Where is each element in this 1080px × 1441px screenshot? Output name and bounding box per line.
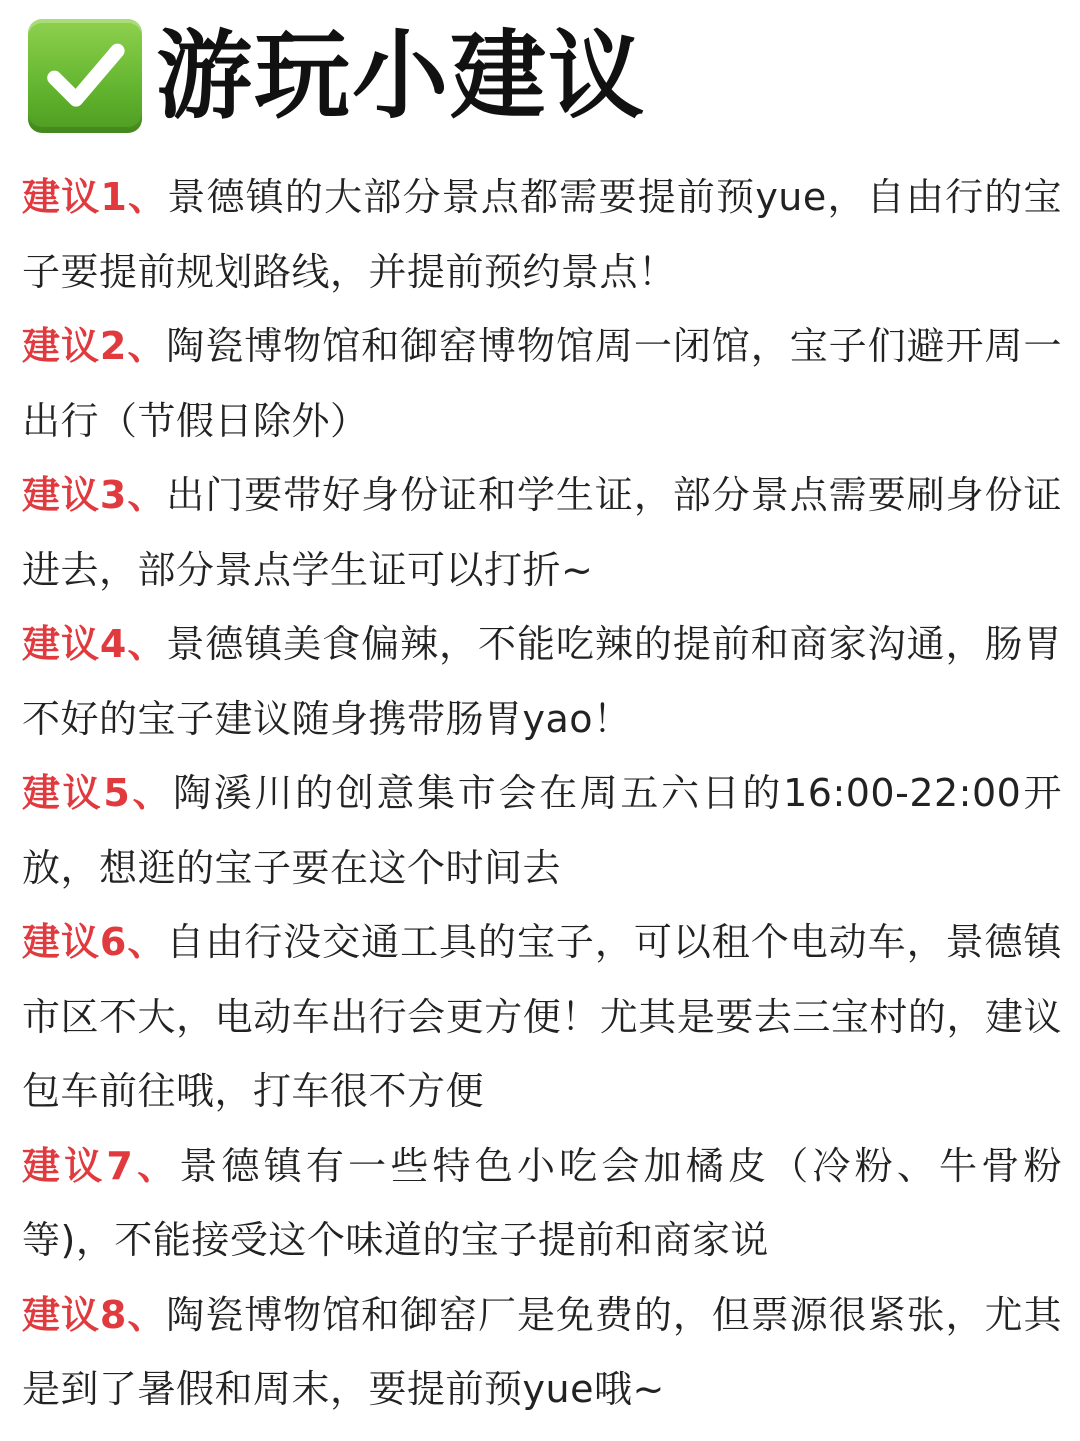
check-mark-glyph <box>40 31 130 121</box>
tip-item <box>22 905 1062 1129</box>
tip-label: 建议5、 <box>22 771 174 815</box>
tip-item <box>22 1278 1062 1427</box>
tip-text: 景德镇有一些特色小吃会加橘皮（冷粉、牛骨粉等)，不能接受这个味道的宝子提前和商家说 <box>22 1143 1062 1262</box>
tip-label: 建议1、 <box>22 175 168 219</box>
tip-label: 建议7、 <box>22 1143 180 1188</box>
tip-label: 建议3、 <box>22 473 167 517</box>
tip-item <box>22 309 1062 458</box>
header <box>28 14 1062 138</box>
tip-label: 建议4、 <box>22 622 167 666</box>
check-mark-icon <box>28 19 142 133</box>
tip-text: 陶瓷博物馆和御窑博物馆周一闭馆，宝子们避开周一出行（节假日除外） <box>22 324 1062 443</box>
page-title: 游玩小建议 <box>156 20 646 132</box>
tip-text: 景德镇的大部分景点都需要提前预yue，自由行的宝子要提前规划路线，并提前预约景点！ <box>22 175 1062 294</box>
tips-list <box>22 160 1062 1427</box>
tip-label: 建议8、 <box>22 1292 167 1337</box>
tip-label: 建议6、 <box>22 920 167 964</box>
tip-item <box>22 160 1062 309</box>
tip-text: 自由行没交通工具的宝子，可以租个电动车，景德镇市区不大，电动车出行会更方便！尤其是要去三宝村的，建议包车前往哦，打车很不方便 <box>22 920 1062 1113</box>
tip-text: 出门要带好身份证和学生证，部分景点需要刷身份证进去，部分景点学生证可以打折~ <box>22 473 1062 592</box>
tip-text: 陶溪川的创意集市会在周五六日的16:00-22:00开放，想逛的宝子要在这个时间去 <box>22 771 1062 890</box>
tip-text: 景德镇美食偏辣，不能吃辣的提前和商家沟通，肠胃不好的宝子建议随身携带肠胃yao！ <box>22 622 1062 741</box>
tip-text: 陶瓷博物馆和御窑厂是免费的，但票源很紧张，尤其是到了暑假和周末，要提前预yue哦~ <box>22 1292 1062 1411</box>
tip-label: 建议2、 <box>22 324 167 368</box>
tip-item <box>22 756 1062 905</box>
tip-item <box>22 1129 1062 1278</box>
tip-item <box>22 607 1062 756</box>
tip-item <box>22 458 1062 607</box>
